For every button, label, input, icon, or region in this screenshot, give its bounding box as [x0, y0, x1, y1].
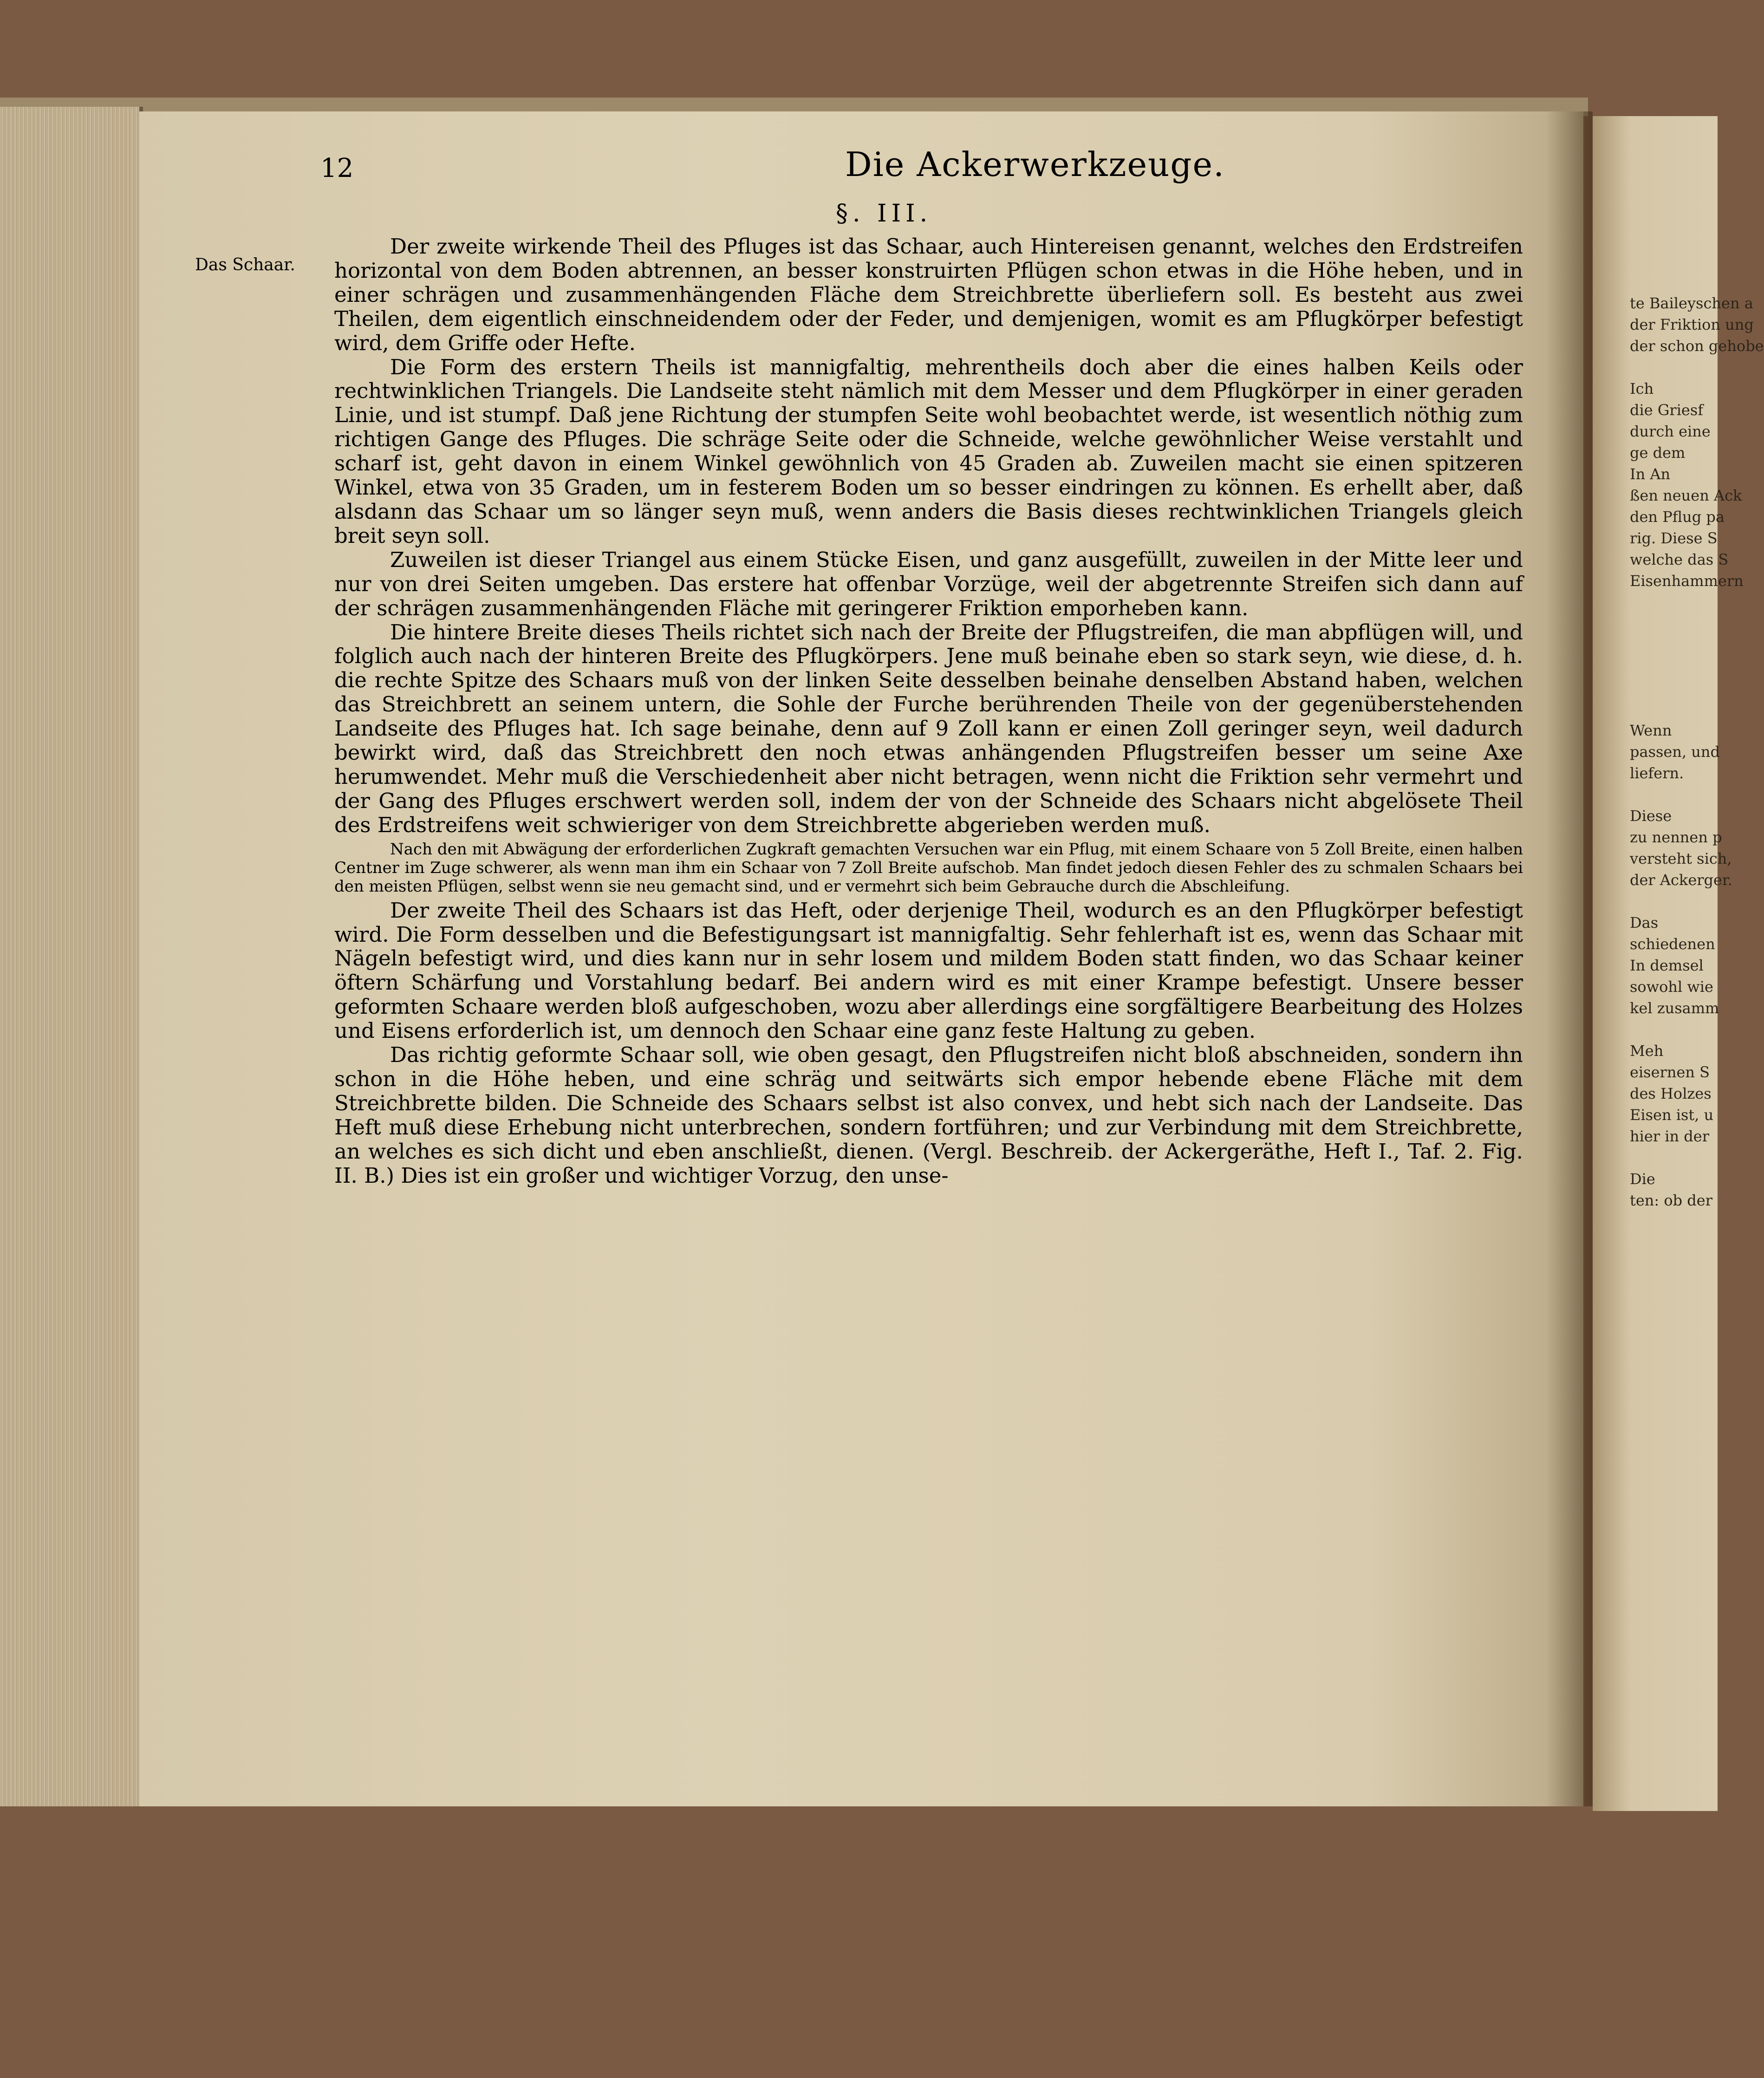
right-page-line: In An [1630, 465, 1671, 483]
right-page-line: der schon gehobe [1630, 337, 1764, 355]
right-page [1593, 116, 1764, 1811]
spacer [1630, 698, 1751, 720]
right-page-line: Das [1630, 914, 1659, 932]
right-page-line: schiedenen [1630, 935, 1715, 953]
spacer [1630, 634, 1751, 656]
section-heading: §. III. [836, 200, 932, 228]
right-page-line: sowohl wie [1630, 978, 1713, 996]
body-text [334, 235, 1523, 1188]
paragraph: Das richtig geformte Schaar soll, wie oben gesagt, den Pflugstreifen nicht bloß abschneiden, sondern ihn schon in die Höhe heben, und eine schräg und seitwärts sich empor hebende ebene Fläche mit dem Streichbrette bilden. Die Schneide des Schaars selbst ist also convex, und hebt sich nach der Landseite. Das Heft muß diese Erhebung nicht unterbrechen, sondern fortführen; und zur Verbindung mit dem Streichbrette, an welches es sich dicht und eben anschließt, dienen. (Vergl. Beschreib. der Ackergeräthe, Heft I., Taf. 2. Fig. II. B.) Dies ist ein großer und wichtiger Vorzug, den unse- [334, 1042, 1523, 1188]
right-page-line: te Baileyschen a [1630, 294, 1753, 312]
right-page-line: durch eine [1630, 423, 1711, 440]
paragraph: Zuweilen ist dieser Triangel aus einem Stücke Eisen, und ganz ausgefüllt, zuweilen in der Mitte leer und nur von drei Seiten umgeben. Das erstere hat offenbar Vorzüge, weil der abgetrennte Streifen sich dann auf der schrägen zusammenhängenden Fläche mit geringerer Friktion emporheben kann. [334, 547, 1523, 620]
paragraph: Der zweite Theil des Schaars ist das Heft, oder derjenige Theil, wodurch es an den Pflugkörper befestigt wird. Die Form desselben und die Befestigungsart ist mannigfaltig. Sehr fehlerhaft ist es, wenn das Schaar mit Nägeln befestigt wird, und dies kann nur in sehr losem und mildem Boden statt finden, wo das Schaar keiner öftern Schärfung und Vorstahlung bedarf. Bei andern wird es mit einer Krampe befestigt. Unsere besser geformten Schaare werden bloß aufgeschoben, wozu aber allerdings eine sorgfältigere Bearbeitung des Holzes und Eisens erforderlich ist, um dennoch den Schaar eine ganz feste Haltung zu geben. [334, 898, 1523, 1043]
page-number: 12 [320, 153, 354, 183]
right-page-line: rig. Diese S [1630, 529, 1718, 547]
right-page-line: Meh [1630, 1042, 1664, 1060]
right-page-line: eisernen S [1630, 1063, 1710, 1081]
right-page-line: In demsel [1630, 957, 1704, 974]
spacer [1630, 656, 1751, 677]
right-page-line: zu nennen p [1630, 828, 1722, 846]
right-page-line: Diese [1630, 807, 1672, 825]
spacer [1630, 357, 1751, 378]
book-fore-edge [0, 107, 143, 1806]
paragraph: Der zweite wirkende Theil des Pfluges ist das Schaar, auch Hintereisen genannt, welches den Erdstreifen horizontal von dem Boden abtrennen, an besser konstruirten Pflügen schon etwas in die Höhe heben, und in einer schrägen und zusammenhängenden Fläche dem Streichbrette überliefern soll. Es besteht aus zwei Theilen, dem eigentlich einschneidendem oder der Feder, und demjenigen, womit es am Pflugkörper befestigt wird, dem Griffe oder Hefte. [334, 234, 1523, 355]
running-head: Die Ackerwerkzeuge. [845, 145, 1225, 184]
right-page-line: der Ackerger. [1630, 871, 1732, 889]
right-page-line: des Holzes [1630, 1085, 1712, 1102]
right-page-line: passen, und [1630, 743, 1720, 761]
gutter-shadow [1546, 111, 1593, 1806]
margin-note: Das Schaar. [195, 255, 295, 274]
paragraph: Die hintere Breite dieses Theils richtet sich nach der Breite der Pflugstreifen, die man abpflügen will, und folglich auch nach der hinteren Breite des Pflugkörpers. Jene muß beinahe eben so stark seyn, wie diese, d. h. die rechte Spitze des Schaars muß von der linken Seite desselben beinahe denselben Abstand haben, welchen das Streichbrett an seinem untern, die Sohle der Furche berührenden Theile von der gegenüberstehenden Landseite des Pfluges hat. Ich sage beinahe, denn auf 9 Zoll kann er einen Zoll geringer seyn, weil dadurch bewirkt wird, daß das Streichbrett den noch etwas anhängenden Pflugstreifen besser um seine Axe herumwendet. Mehr muß die Verschiedenheit aber nicht betragen, wenn nicht die Friktion sehr vermehrt und der Gang des Pfluges erschwert werden soll, indem der von der Schneide des Schaars nicht abgelösete Theil des Erdstreifens weit schwieriger von dem Streichbrette abgerieben werden muß. [334, 619, 1523, 837]
right-page-line: welche das S [1630, 551, 1729, 568]
spacer [1630, 1147, 1751, 1168]
right-page-line: den Pflug pa [1630, 508, 1725, 526]
spacer [1630, 891, 1751, 912]
right-page-line: ten: ob der [1630, 1192, 1712, 1209]
paragraph: Die Form des erstern Theils ist mannigfaltig, mehrentheils doch aber die eines halben Keils oder rechtwinklichen Triangels. Die Landseite steht nämlich mit dem Messer und dem Pflugkörper in einer geraden Linie, und ist stumpf. Daß jene Richtung der stumpfen Seite wohl beobachtet werde, ist wesentlich nöthig zum richtigen Gange des Pfluges. Die schräge Seite oder die Schneide, welche gewöhnlicher Weise verstahlt und scharf ist, geht davon in einem Winkel gewöhnlich von 45 Graden ab. Zuweilen macht sie einen spitzeren Winkel, etwa von 35 Graden, um in festerem Boden um so besser eindringen zu können. Es erhellt aber, daß alsdann das Schaar um so länger seyn muß, wenn anders die Basis dieses rechtwinklichen Triangels gleich breit seyn soll. [334, 354, 1523, 548]
spacer [1630, 784, 1751, 805]
spacer [1630, 592, 1751, 613]
right-page-line: Ich [1630, 380, 1654, 397]
spacer [1630, 1019, 1751, 1040]
right-page-line: ßen neuen Ack [1630, 487, 1742, 504]
footnote: Nach den mit Abwägung der erforderlichen Zugkraft gemachten Versuchen war ein Pflug, mit einem Schaare von 5 Zoll Breite, einen halben Centner im Zuge schwerer, als wenn man ihm ein Schaar von 7 Zoll Breite aufschob. Man findet jedoch diesen Fehler des zu schmalen Schaars bei den meisten Pflügen, selbst wenn sie neu gemacht sind, und er vermehrt sich beim Gebrauche durch die Abschleifung. [334, 840, 1523, 896]
right-page-line: der Friktion ung [1630, 316, 1754, 333]
right-page-line: Die [1630, 1170, 1655, 1188]
right-page-line: ge dem [1630, 444, 1686, 462]
right-page-line: liefern. [1630, 764, 1684, 782]
right-page-line: kel zusamm [1630, 999, 1719, 1017]
right-page-text [1630, 293, 1764, 1211]
right-page-line: hier in der [1630, 1127, 1709, 1145]
right-page-line: Wenn [1630, 722, 1672, 739]
right-page-line: Eisen ist, u [1630, 1106, 1714, 1124]
right-page-line: versteht sich, [1630, 850, 1732, 867]
spacer [1630, 613, 1751, 634]
right-page-line: Eisenhammern [1630, 572, 1744, 590]
right-page-line: die Griesf [1630, 401, 1704, 419]
spacer [1630, 677, 1751, 698]
